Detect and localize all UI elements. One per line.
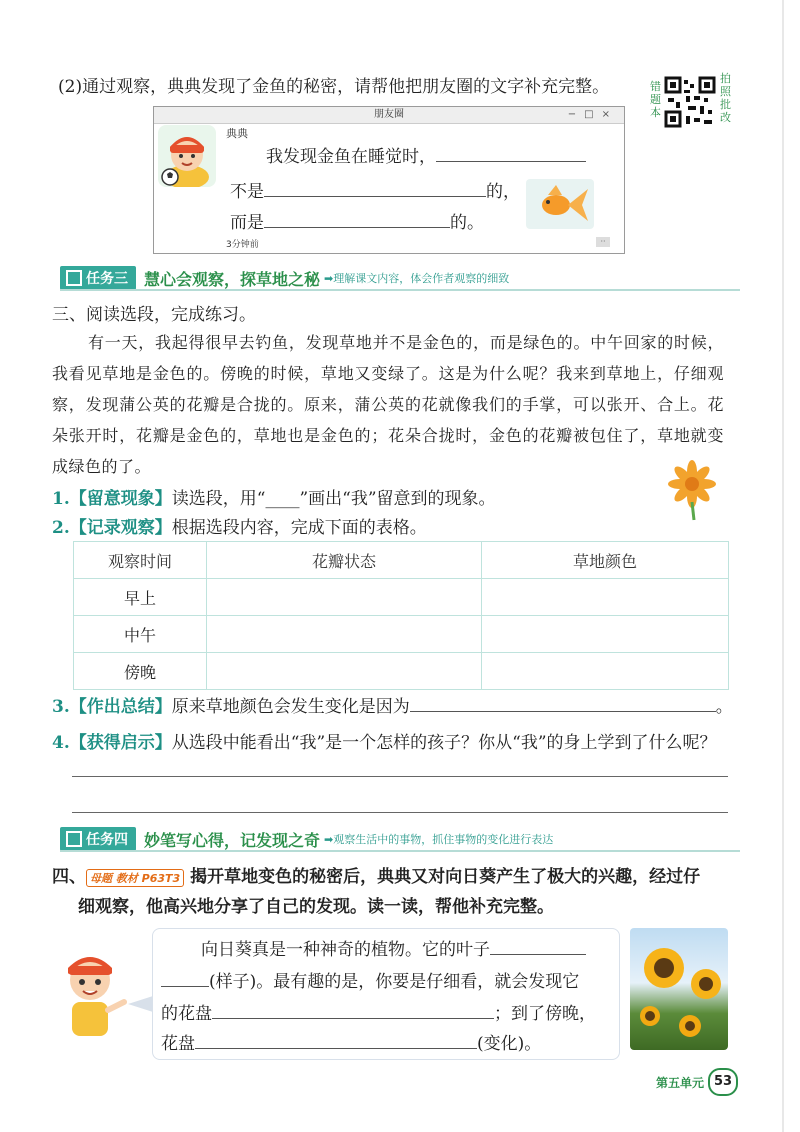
question-3-end: 。: [715, 697, 733, 717]
moments-time: 3分钟前: [226, 240, 259, 250]
qr-label-left: 错题本: [650, 80, 661, 119]
moments-line-2-suffix: 的，: [486, 182, 520, 202]
task-4-badge-label: 任务四: [86, 832, 128, 848]
reading-passage: 有一天，我起得很早去钓鱼，发现草地并不是金色的，而是绿色的。中午回家的时候，我看见草地是金色的。傍晚的时候，草地又变绿了。这是为什么呢？我来到草地上，仔细观察，发现蒲公英的花瓣是合拢的。原来，蒲公英的花就像我们的手掌，可以张开、合上。花朵张开时，花瓣是金色的，草地也是金色的；花朵合拢时，金色的花瓣被包住了，草地就变成绿色的了。: [52, 333, 724, 476]
blank-line[interactable]: [212, 1002, 494, 1019]
question-2-text: (2)通过观察，典典发现了金鱼的秘密，请帮他把朋友圈的文字补充完整。: [58, 77, 610, 97]
speech-bubble: [152, 928, 620, 1060]
task-3-badge-label: 任务三: [86, 271, 128, 287]
task-4-banner: [60, 828, 740, 850]
table-cell-input[interactable]: [482, 653, 729, 690]
table-header: 草地颜色: [482, 542, 729, 579]
table-cell-input[interactable]: [207, 579, 482, 616]
reference-badge-text: 教材 P63T3: [115, 871, 181, 885]
task-3-banner: [60, 267, 740, 289]
question-4-number: 4.: [52, 733, 70, 753]
table-header: 花瓣状态: [207, 542, 482, 579]
observation-table: [73, 541, 729, 690]
window-controls[interactable]: [568, 107, 618, 123]
question-2-text: 根据选段内容，完成下面的表格。: [171, 518, 427, 538]
moments-line-1: [266, 142, 586, 167]
bubble-line-2: [161, 967, 579, 992]
task-4-badge: [60, 827, 136, 851]
table-row: [74, 579, 729, 616]
moments-line-3-prefix: 而是: [230, 213, 264, 233]
question-1: [52, 484, 496, 509]
section-4-line-1: [52, 862, 700, 887]
divider: [60, 289, 740, 291]
table-row: [74, 653, 729, 690]
check-icon: [66, 270, 82, 286]
question-1-text: 读选段，用“____”画出“我”留意到的现象。: [171, 489, 496, 509]
blank-line[interactable]: [436, 145, 586, 162]
reference-badge-icon: 母题: [90, 871, 112, 885]
question-3-text: 原来草地颜色会发生变化是因为: [171, 697, 410, 717]
close-icon[interactable]: ×: [601, 109, 618, 120]
section-4-line-2: 细观察，他高兴地分享了自己的发现。读一读，帮他补充完整。: [78, 897, 554, 917]
question-2-number: 2.: [52, 518, 70, 538]
moments-titlebar: [154, 107, 624, 124]
bubble-line-3: [161, 999, 596, 1024]
task-3-badge: [60, 266, 136, 290]
blank-line[interactable]: [264, 211, 450, 228]
blank-line[interactable]: [161, 970, 209, 987]
sunflower-photo: [630, 928, 728, 1050]
unit-label: 第五单元: [656, 1076, 705, 1090]
blank-line[interactable]: [410, 695, 716, 712]
moments-line-2-prefix: 不是: [230, 182, 264, 202]
table-cell-time: 傍晚: [74, 653, 207, 690]
moments-line-1-text: 我发现金鱼在睡觉时，: [266, 147, 436, 167]
bubble-line-2-text: (样子)。最有趣的是，你要是仔细看，就会发现它: [209, 972, 580, 992]
answer-line[interactable]: [72, 812, 728, 813]
blank-line[interactable]: [195, 1032, 477, 1049]
bubble-line-4-suffix: (变化)。: [477, 1034, 542, 1054]
question-4-tag: 【获得启示】: [69, 733, 172, 753]
section-4-number: 四、: [52, 867, 86, 887]
question-3-tag: 【作出总结】: [69, 697, 172, 717]
table-cell-time: 早上: [74, 579, 207, 616]
avatar: [158, 125, 216, 187]
question-2: [52, 513, 427, 538]
page-number: 53: [708, 1068, 738, 1096]
question-1-number: 1.: [52, 489, 70, 509]
question-3: [52, 692, 733, 717]
table-header-row: [74, 542, 729, 579]
section-3-heading: 三、阅读选段，完成练习。: [52, 305, 256, 325]
task-4-subtitle: ➡观察生活中的事物，抓住事物的变化进行表达: [324, 833, 554, 846]
check-icon: [66, 831, 82, 847]
question-2-tag: 【记录观察】: [69, 518, 172, 538]
blank-line[interactable]: [264, 180, 486, 197]
moments-user: 典典: [226, 127, 248, 140]
table-cell-input[interactable]: [207, 653, 482, 690]
bubble-tail: [128, 996, 153, 1012]
task-3-title: 慧心会观察，探草地之秘: [144, 269, 321, 289]
moments-window-title: 朋友圈: [374, 109, 404, 120]
table-cell-input[interactable]: [482, 579, 729, 616]
maximize-icon[interactable]: □: [584, 109, 602, 120]
bubble-line-3-suffix: ；到了傍晚，: [494, 1004, 596, 1024]
table-header: 观察时间: [74, 542, 207, 579]
bubble-line-3-prefix: 的花盘: [161, 1004, 212, 1024]
bubble-line-4: [161, 1029, 541, 1054]
blank-line[interactable]: [490, 938, 586, 955]
minimize-icon[interactable]: −: [567, 109, 585, 120]
answer-line[interactable]: [72, 776, 728, 777]
moments-line-3-suffix: 的。: [450, 213, 484, 233]
goldfish-image: [526, 179, 594, 229]
task-3-subtitle: ➡理解课文内容，体会作者观察的细致: [324, 272, 510, 285]
page-edge: [782, 0, 784, 1132]
moments-line-2: [230, 177, 520, 202]
table-cell-time: 中午: [74, 616, 207, 653]
reference-badge: [86, 869, 184, 887]
question-4-text: 从选段中能看出“我”是一个怎样的孩子？你从“我”的身上学到了什么呢？: [171, 733, 717, 753]
section-4-text-1: 揭开草地变色的秘密后，典典又对向日葵产生了极大的兴趣，经过仔: [190, 867, 701, 887]
question-3-number: 3.: [52, 697, 70, 717]
qr-label-right: 拍照批改: [720, 72, 731, 124]
question-4: [52, 728, 717, 753]
more-icon[interactable]: ··: [596, 237, 610, 247]
task-4-title: 妙笔写心得，记发现之奇: [144, 830, 321, 850]
table-cell-input[interactable]: [207, 616, 482, 653]
bubble-line-4-prefix: 花盘: [161, 1034, 195, 1054]
moments-window: [153, 106, 625, 254]
flower-image: [660, 458, 724, 522]
bubble-line-1-text: 向日葵真是一种神奇的植物。它的叶子: [201, 940, 490, 960]
divider: [60, 850, 740, 852]
question-1-tag: 【留意现象】: [69, 489, 172, 509]
qr-code-icon[interactable]: [664, 76, 716, 128]
boy-illustration: [52, 944, 128, 1040]
table-row: [74, 616, 729, 653]
table-cell-input[interactable]: [482, 616, 729, 653]
bubble-line-1: [201, 935, 586, 960]
moments-line-3: [230, 208, 484, 233]
